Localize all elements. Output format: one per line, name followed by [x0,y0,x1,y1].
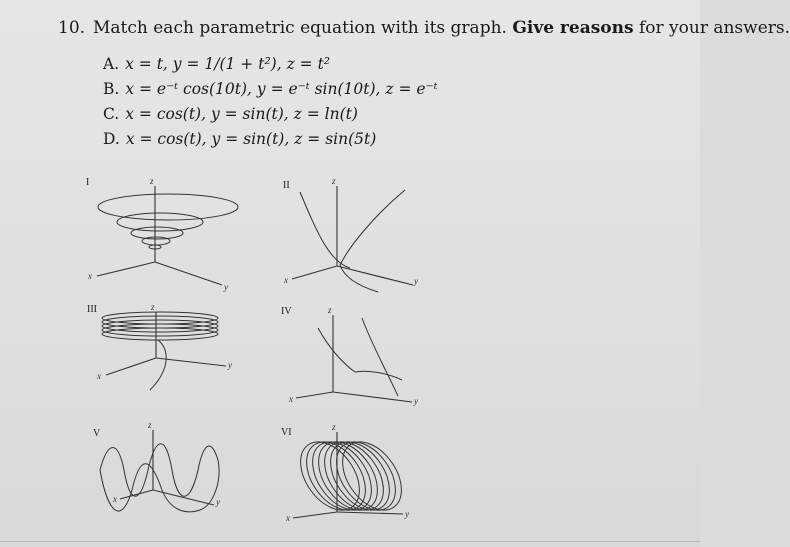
z-axis-label: z [332,422,336,432]
graph-vi [285,422,413,523]
graph-label-vi: VI [281,427,292,438]
equation-label: C. [103,105,120,123]
equation-text: x = e⁻ᵗ cos(10t), y = e⁻ᵗ sin(10t), z = e⁻ᵗ [125,80,438,98]
y-axis [153,490,214,505]
prompt-tail: for your answers. [638,18,790,38]
curve-branch [340,190,405,292]
z-axis-label: z [148,420,152,430]
graph-label-iii: III [87,304,97,315]
coil-loop [313,431,396,521]
graph-label-i: I [86,177,90,188]
spiral-loop [142,237,170,245]
y-axis-label: y [228,360,232,370]
x-axis [120,490,153,499]
equation-label: D. [103,130,120,148]
z-axis-label: z [151,302,155,312]
graph-label-ii: II [283,180,290,191]
z-axis-label: z [150,176,154,186]
equation-text: x = t, y = 1/(1 + t²), z = t² [125,55,331,73]
curve-tail [150,340,166,390]
y-axis [337,266,413,285]
x-axis [293,512,337,518]
graph-iv [288,305,418,406]
graph-label-iv: IV [281,306,292,317]
x-axis-label: x [113,494,117,504]
equation-text: x = cos(t), y = sin(t), z = ln(t) [125,105,358,123]
y-axis-label: y [414,396,418,406]
curve-branch [362,318,398,396]
equation-label: B. [103,80,120,98]
x-axis-label: x [289,394,293,404]
question-number: 10. [58,18,86,38]
coil-loop [307,431,390,521]
graph-label-v: V [93,428,101,439]
divider [0,541,700,542]
spiral-loop [117,213,203,231]
prompt-bold: Give reasons [512,18,634,38]
graph-i [87,176,238,292]
y-axis-label: y [216,497,220,507]
prompt-text: Match each parametric equation with its graph. [93,18,507,38]
spiral-loop [98,194,238,220]
x-axis [106,358,156,375]
curve-branch [318,328,402,380]
curve-branch [300,192,350,268]
z-axis-label: z [328,305,332,315]
y-axis-label: y [224,282,228,292]
x-axis-label: x [88,271,92,281]
x-axis-label: x [286,513,290,523]
x-axis-label: x [284,275,288,285]
equation-label: A. [103,55,120,73]
equation-text: x = cos(t), y = sin(t), z = sin(5t) [125,130,377,148]
x-axis [97,262,155,276]
x-axis [296,392,333,398]
y-axis [155,262,222,285]
z-axis-label: z [332,176,336,186]
y-axis-label: y [414,276,418,286]
y-axis [333,392,412,402]
graph-v [100,420,220,512]
y-axis [337,512,403,514]
x-axis-label: x [97,371,101,381]
graph-iii [96,302,232,390]
y-axis-label: y [405,509,409,519]
graph-ii [283,176,418,292]
x-axis [292,266,337,279]
